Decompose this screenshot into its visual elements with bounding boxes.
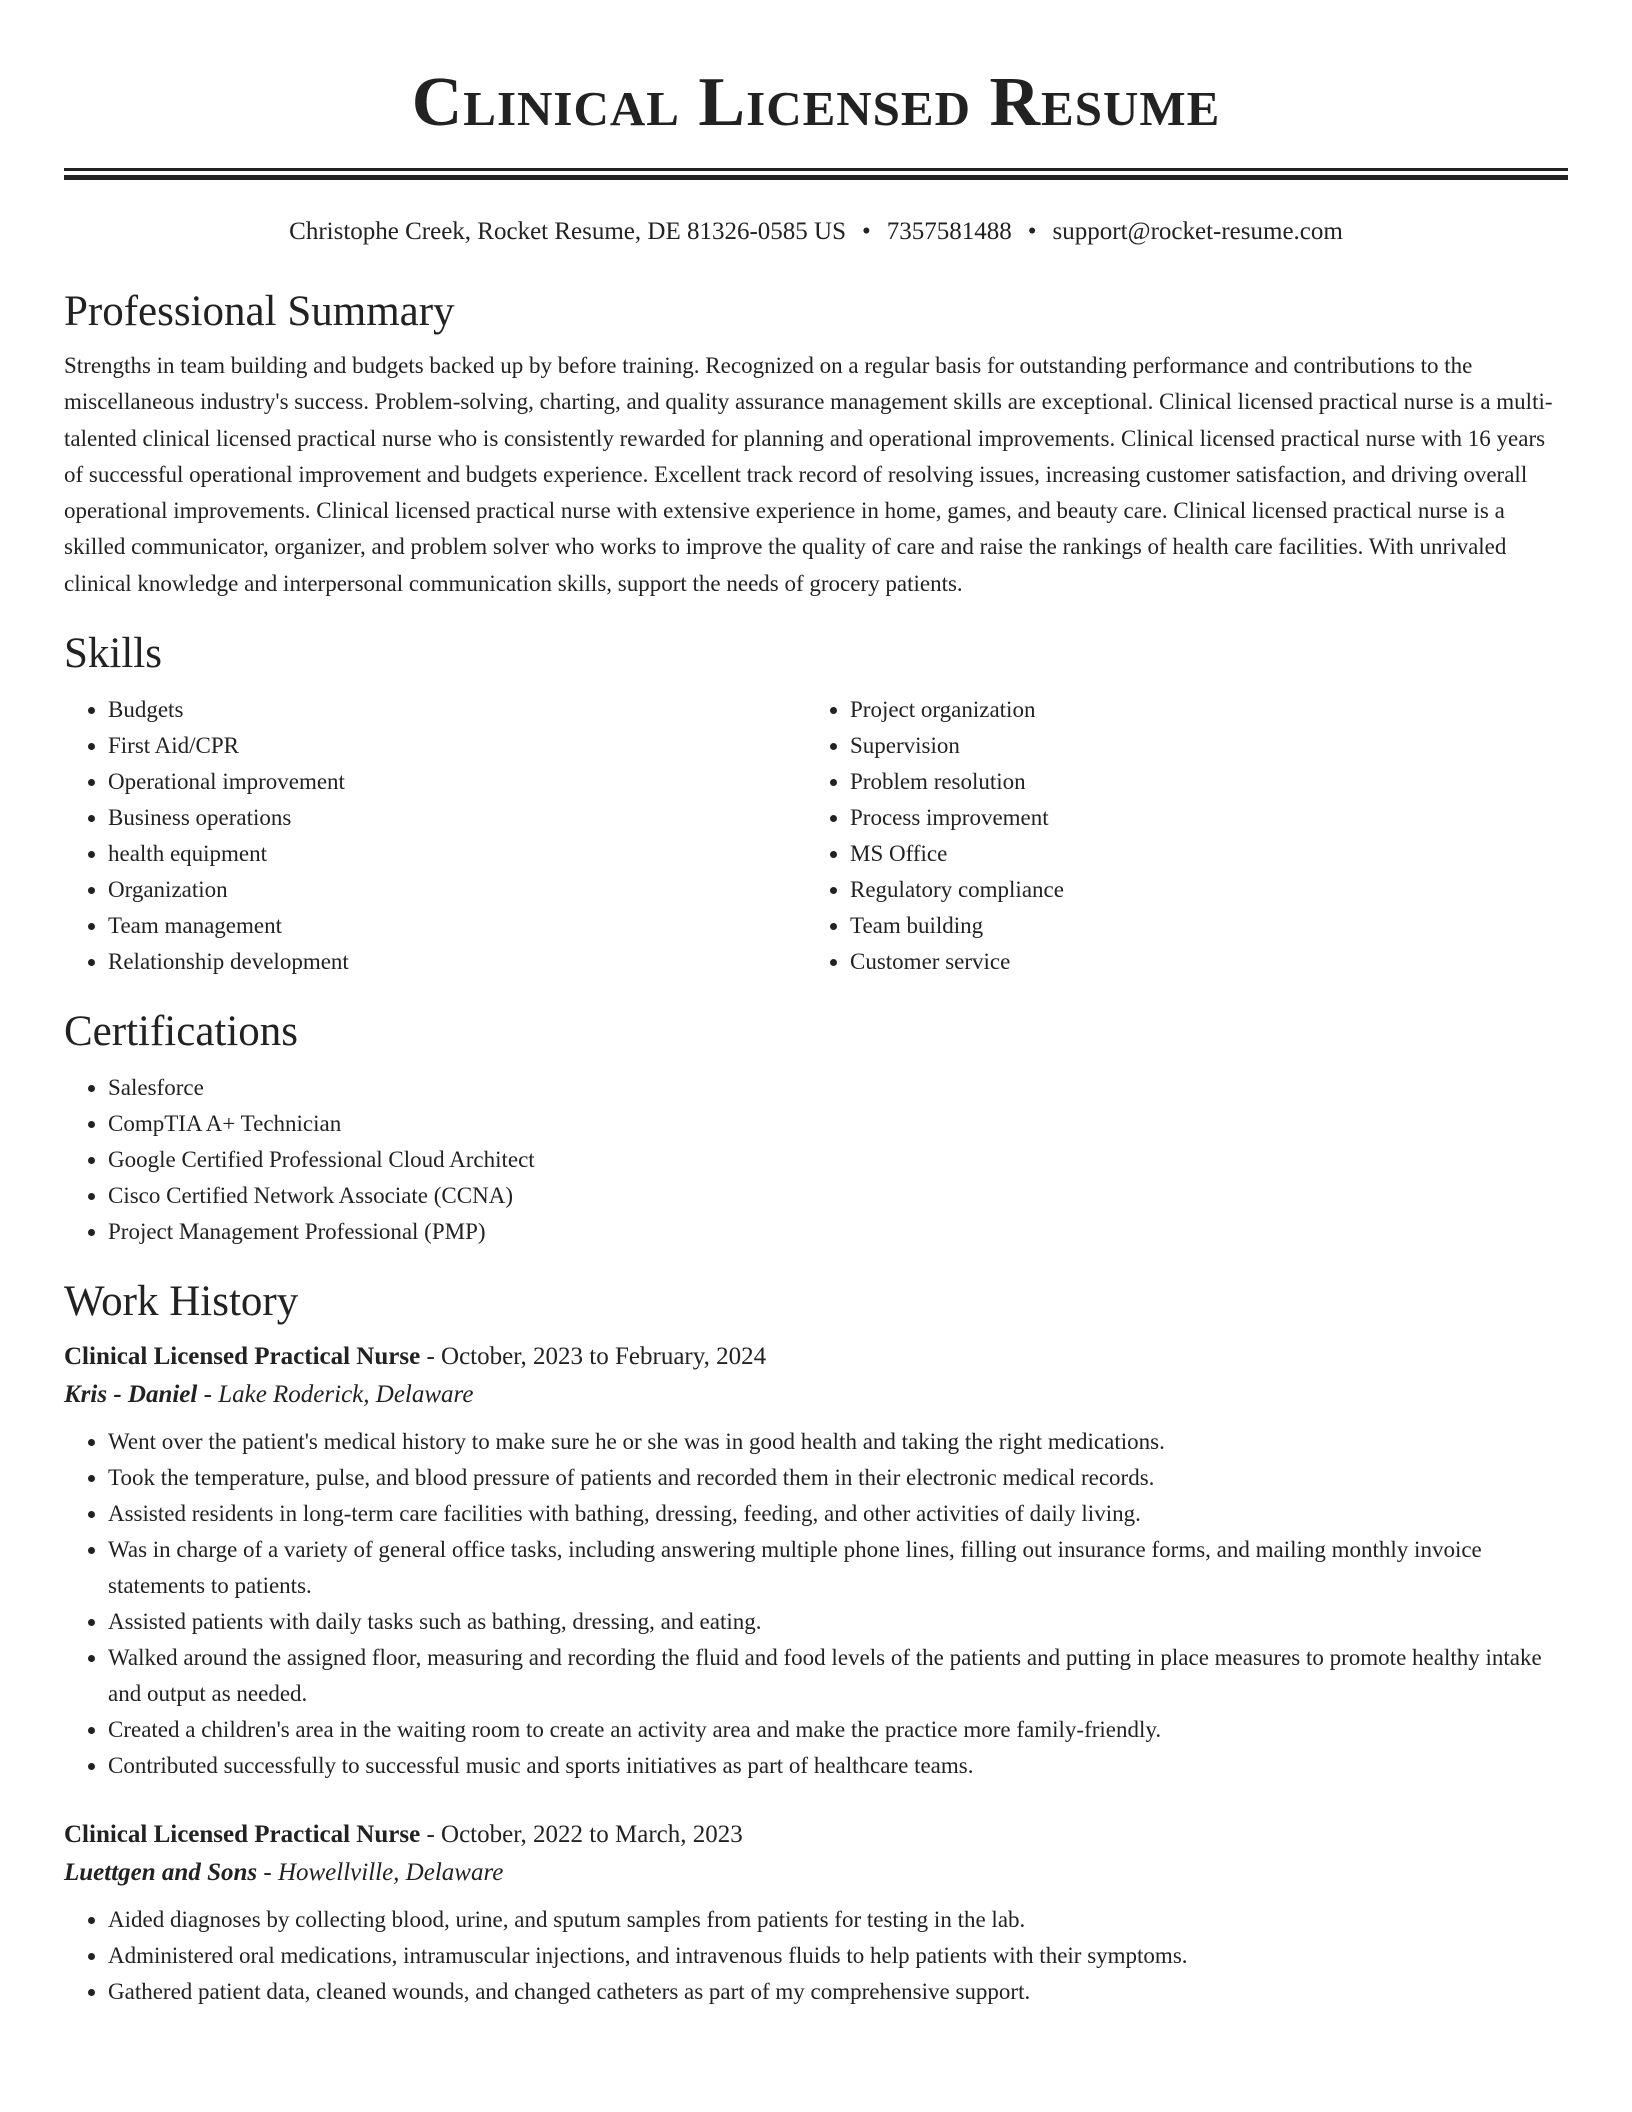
- skill-item: • Team management: [108, 908, 806, 944]
- work-history-section: [64, 1276, 1568, 2010]
- job-duty: • Created a children's area in the waiting room to create an activity area and make the practice more family-friendly.: [108, 1712, 1568, 1748]
- section-title-work-history: Work History: [64, 1278, 299, 1326]
- job-location: Lake Roderick, Delaware: [218, 1381, 474, 1409]
- job-duty: • Took the temperature, pulse, and blood pressure of patients and recorded them in their electronic medical records.: [108, 1460, 1568, 1496]
- job-duty: • Gathered patient data, cleaned wounds, and changed catheters as part of my comprehensive support.: [108, 1974, 1568, 2010]
- certification-item: • CompTIA A+ Technician: [108, 1106, 1568, 1142]
- contact-separator: •: [1027, 218, 1037, 245]
- skill-item: • Organization: [108, 872, 806, 908]
- job-dates: October, 2022 to March, 2023: [441, 1821, 743, 1849]
- title-divider: [64, 168, 1568, 180]
- skills-list-left: [64, 692, 806, 980]
- job-duties-list: [64, 1902, 1568, 2010]
- job-entry: [64, 1338, 1568, 1784]
- job-employer: Kris - Daniel - Lake Roderick, Delaware: [64, 1381, 474, 1409]
- job-duty: • Aided diagnoses by collecting blood, urine, and sputum samples from patients for testing in the lab.: [108, 1902, 1568, 1938]
- certifications-section: [64, 1006, 1568, 1250]
- skill-item: • Supervision: [850, 728, 1548, 764]
- certification-item: • Salesforce: [108, 1070, 1568, 1106]
- skill-item: • First Aid/CPR: [108, 728, 806, 764]
- skill-item: • Team building: [850, 908, 1548, 944]
- job-duty: • Was in charge of a variety of general office tasks, including answering multiple phone lines, filling out insurance forms, and mailing monthly invoice statements to patients.: [108, 1532, 1568, 1604]
- job-duty: • Contributed successfully to successful music and sports initiatives as part of healthcare teams.: [108, 1748, 1568, 1784]
- skill-item: • Project organization: [850, 692, 1548, 728]
- contact-separator: •: [862, 218, 871, 245]
- certification-item: • Project Management Professional (PMP): [108, 1214, 1568, 1250]
- skill-item: • Operational improvement: [108, 764, 806, 800]
- skill-item: • Regulatory compliance: [850, 872, 1548, 908]
- contact-address: Christophe Creek, Rocket Resume, DE 81326-0585 US: [289, 218, 847, 245]
- skill-item: • Relationship development: [108, 944, 806, 980]
- skills-column-left: [64, 692, 806, 980]
- contact-line: [64, 216, 1568, 248]
- certification-item: • Google Certified Professional Cloud Architect: [108, 1142, 1568, 1178]
- job-entry: [64, 1816, 1568, 2010]
- job-heading: Clinical Licensed Practical Nurse - October, 2023 to February, 2024: [64, 1343, 767, 1371]
- skills-grid: [64, 692, 1568, 980]
- section-title-summary: Professional Summary: [64, 288, 455, 335]
- section-title-skills: Skills: [64, 630, 162, 678]
- skills-list-right: [806, 692, 1548, 980]
- skill-item: • Budgets: [108, 692, 806, 728]
- job-company: Kris - Daniel: [64, 1381, 198, 1409]
- skills-column-right: [806, 692, 1548, 980]
- job-employer: Luettgen and Sons - Howellville, Delaware: [64, 1859, 504, 1887]
- job-location: Howellville, Delaware: [277, 1859, 504, 1887]
- skill-item: • MS Office: [850, 836, 1548, 872]
- section-title-certifications: Certifications: [64, 1008, 299, 1056]
- job-duty: • Went over the patient's medical history to make sure he or she was in good health and taking the right medications.: [108, 1424, 1568, 1460]
- summary-section: [64, 286, 1568, 602]
- skill-item: • Business operations: [108, 800, 806, 836]
- certifications-list: [64, 1070, 1568, 1250]
- skills-section: [64, 628, 1568, 980]
- resume-page: [64, 0, 1568, 2010]
- job-role: Clinical Licensed Practical Nurse: [64, 1343, 421, 1371]
- skill-item: • health equipment: [108, 836, 806, 872]
- job-dates: October, 2023 to February, 2024: [441, 1343, 767, 1371]
- page-title: Clinical Licensed Resume: [411, 64, 1221, 141]
- certification-item: • Cisco Certified Network Associate (CCNA): [108, 1178, 1568, 1214]
- job-heading: Clinical Licensed Practical Nurse - October, 2022 to March, 2023: [64, 1821, 743, 1849]
- job-duties-list: [64, 1424, 1568, 1784]
- skill-item: • Process improvement: [850, 800, 1548, 836]
- job-duty: • Assisted residents in long-term care facilities with bathing, dressing, feeding, and other activities of daily living.: [108, 1496, 1568, 1532]
- summary-text: Strengths in team building and budgets backed up by before training. Recognized on a regular basis for outstanding performance and contributions to the miscellaneous industry's success. Problem-solving, charting, and quality assurance management skills are exceptional. Clinical licensed practical nurse is a multi-talented clinical licensed practical nurse who is consistently rewarded for planning and operational improvements. Clinical licensed practical nurse with 16 years of successful operational improvement and budgets experience. Excellent track record of resolving issues, increasing customer satisfaction, and driving overall operational improvements. Clinical licensed practical nurse with extensive experience in home, games, and beauty care. Clinical licensed practical nurse is a skilled communicator, organizer, and problem solver who works to improve the quality of care and raise the rankings of health care facilities. With unrivaled clinical knowledge and interpersonal communication skills, support the needs of grocery patients.: [64, 353, 1553, 596]
- skill-item: • Customer service: [850, 944, 1548, 980]
- job-duty: • Administered oral medications, intramuscular injections, and intravenous fluids to help patients with their symptoms.: [108, 1938, 1568, 1974]
- skill-item: • Problem resolution: [850, 764, 1548, 800]
- contact-phone: 7357581488: [886, 218, 1012, 245]
- job-duty: • Walked around the assigned floor, measuring and recording the fluid and food levels of the patients and putting in place measures to promote healthy intake and output as needed.: [108, 1640, 1568, 1712]
- job-role: Clinical Licensed Practical Nurse: [64, 1821, 421, 1849]
- contact-email: support@rocket-resume.com: [1052, 218, 1343, 245]
- job-duty: • Assisted patients with daily tasks such as bathing, dressing, and eating.: [108, 1604, 1568, 1640]
- job-company: Luettgen and Sons: [64, 1859, 258, 1887]
